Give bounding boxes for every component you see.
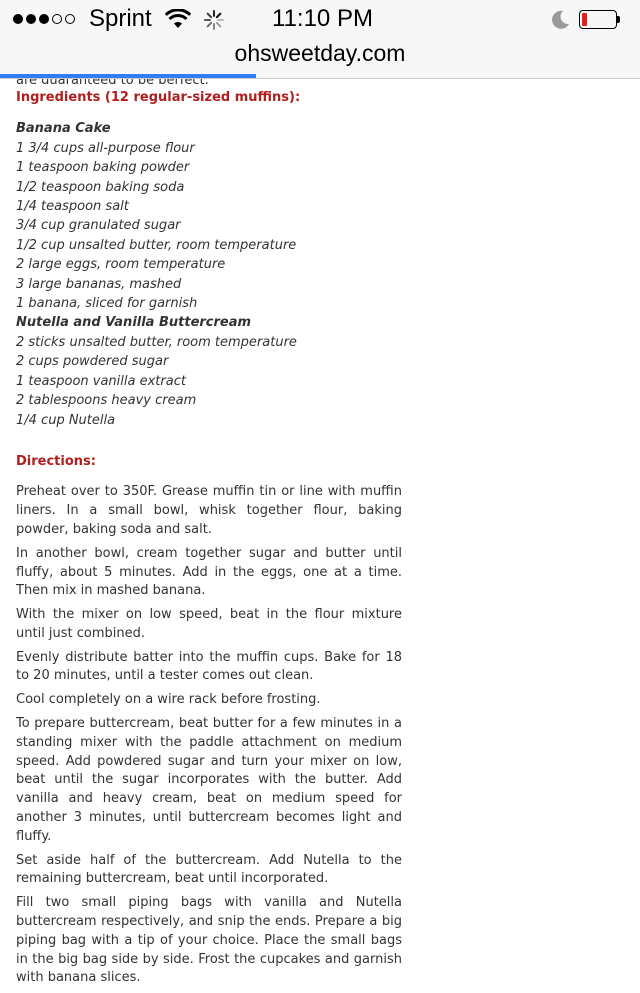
status-clock: 11:10 PM <box>272 5 373 32</box>
direction-step: Evenly distribute batter into the muffin cups. Bake for 18 to 20 minutes, until a tester comes out clean. <box>16 649 402 684</box>
direction-step: To prepare buttercream, beat butter for a few minutes in a standing mixer with the paddle attachment on medium speed. Add powdered sugar and turn your mixer on low, beat until the sugar incorporates with the butter. Add vanilla and heavy cream, beat on medium speed for another 3 minutes, until buttercream becomes light and fluffy. <box>16 716 402 844</box>
cell-signal-icon <box>13 14 75 24</box>
direction-step: Fill two small piping bags with vanilla and Nutella buttercream respectively, and snip the ends. Prepare a big piping bag with a tip of your choice. Place the small bags in the big bag side by side. Frost the cupcakes and garnish with banana slices. <box>16 895 402 986</box>
direction-step: Set aside half of the buttercream. Add Nutella to the remaining buttercream, beat until incorporated. <box>16 852 402 887</box>
do-not-disturb-moon-icon <box>549 9 571 31</box>
ingredient-item: 1 3/4 cups all-purpose flour <box>16 140 195 156</box>
address-bar-url[interactable]: ohsweetday.com <box>234 40 406 66</box>
ingredient-item: 1 teaspoon vanilla extract <box>16 373 186 389</box>
direction-step: With the mixer on low speed, beat in the flour mixture until just combined. <box>16 607 402 641</box>
carrier-name: Sprint <box>89 5 152 32</box>
signal-dot <box>39 14 49 24</box>
ingredient-item: 1 teaspoon baking powder <box>16 160 190 176</box>
ingredient-item: 1/2 teaspoon baking soda <box>16 179 185 195</box>
ingredient-item: 1/4 teaspoon salt <box>16 199 129 215</box>
ingredient-item: 2 sticks unsalted butter, room temperature <box>16 334 297 350</box>
ingredient-item: 1/4 cup Nutella <box>16 412 116 428</box>
ingredient-item: 1/2 cup unsalted butter, room temperature <box>16 237 297 253</box>
ingredient-item: 3 large bananas, mashed <box>16 276 182 292</box>
directions-heading: Directions: <box>16 453 96 469</box>
ingredient-group-title: Nutella and Vanilla Buttercream <box>16 315 252 331</box>
ingredient-item: 2 cups powdered sugar <box>16 354 169 370</box>
battery-icon <box>579 10 621 29</box>
ingredients-heading: Ingredients (12 regular-sized muffins): <box>16 90 301 105</box>
article-content <box>16 78 402 993</box>
activity-spinner-icon <box>203 9 225 31</box>
browser-top-bar <box>0 0 640 79</box>
ingredient-item: 2 tablespoons heavy cream <box>16 393 197 409</box>
direction-step: In another bowl, cream together sugar and butter until fluffy, about 5 minutes. Add in the eggs, one at a time. Then mix in mashed banana. <box>16 545 402 599</box>
page-load-progress-bar <box>0 74 256 78</box>
signal-dot <box>13 14 23 24</box>
ingredient-item: 2 large eggs, room temperature <box>16 257 226 273</box>
ingredient-item: 3/4 cup granulated sugar <box>16 218 181 234</box>
directions-list <box>16 483 402 988</box>
ingredient-group-title: Banana Cake <box>16 121 111 137</box>
signal-dot <box>65 14 75 24</box>
signal-dot <box>52 14 62 24</box>
wifi-icon <box>165 9 191 29</box>
direction-step: Cool completely on a wire rack before frosting. <box>16 692 321 708</box>
ingredient-item: 1 banana, sliced for garnish <box>16 296 198 312</box>
signal-dot <box>26 14 36 24</box>
ingredients-list <box>16 119 402 430</box>
battery-level-fill <box>582 13 587 26</box>
direction-step: Preheat over to 350F. Grease muffin tin or line with muffin liners. In a small bowl, whisk together flour, baking powder, baking soda and salt. <box>16 484 402 537</box>
